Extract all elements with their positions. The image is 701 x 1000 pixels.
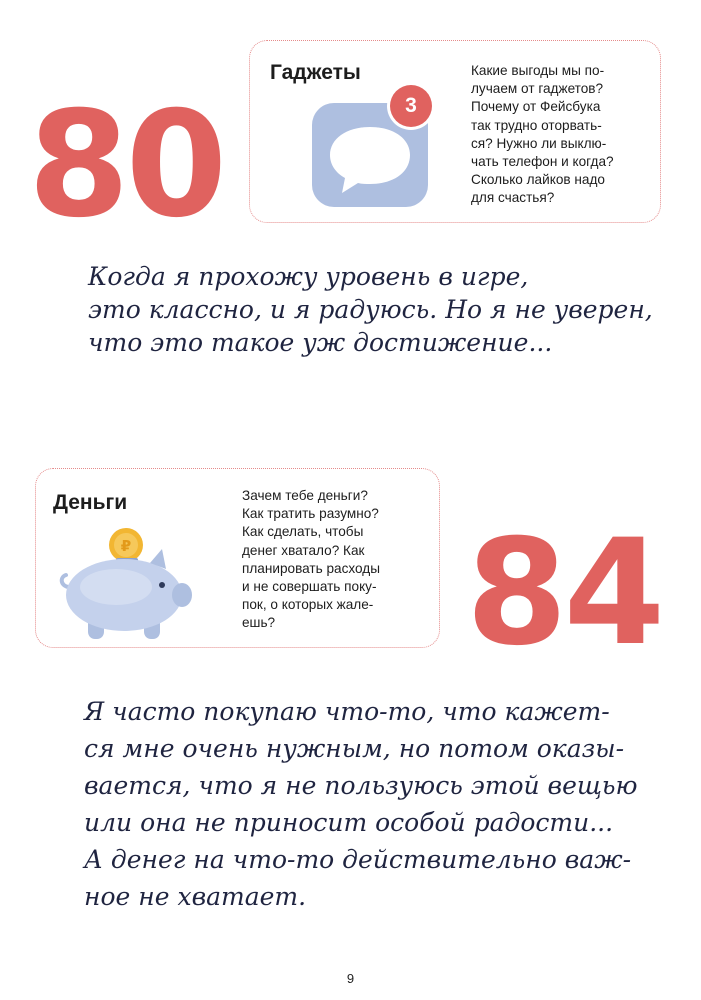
- money-card: [35, 468, 440, 648]
- text-line: лучаем от гаджетов?: [471, 81, 604, 97]
- text-line: для счастья?: [471, 190, 555, 206]
- text-line: Почему от Фейсбука: [471, 99, 601, 115]
- text-line: денег хватало? Как: [242, 542, 365, 558]
- text-line: Сколько лайков надо: [471, 172, 605, 188]
- page-number: 9: [346, 971, 355, 986]
- money-card-title: Деньги: [53, 491, 128, 514]
- handwriting-line: что это такое уж достижение...: [88, 328, 553, 357]
- text-line: ся? Нужно ли выклю-: [471, 135, 607, 151]
- handwriting-line: Я часто покупаю что-то, что кажет-: [84, 697, 610, 726]
- notification-badge: 3: [390, 85, 432, 127]
- gadgets-card-questions: [471, 62, 614, 208]
- text-line: ешь?: [242, 615, 276, 631]
- text-line: так трудно оторвать-: [471, 117, 602, 133]
- gadgets-card: [249, 40, 661, 223]
- text-line: Зачем тебе деньги?: [242, 488, 368, 503]
- handwritten-note-money: [84, 693, 638, 915]
- section-number-84: 84: [466, 508, 662, 678]
- handwriting-line: ное не хватает.: [84, 882, 307, 911]
- money-card-questions: [242, 487, 380, 633]
- gadgets-card-title: Гаджеты: [270, 61, 361, 84]
- svg-text:₽: ₽: [120, 537, 132, 555]
- text-line: Какие выгоды мы по-: [471, 63, 605, 78]
- handwriting-line: это классно, и я радуюсь. Но я не уверен,: [88, 295, 653, 324]
- handwriting-line: ся мне очень нужным, но потом оказы-: [84, 734, 625, 763]
- handwriting-line: или она не приносит особой радости...: [84, 808, 614, 837]
- text-line: Как сделать, чтобы: [242, 524, 364, 540]
- text-line: Как тратить разумно?: [242, 506, 379, 522]
- section-number-80: 80: [28, 80, 224, 250]
- handwritten-note-gadgets: [88, 260, 653, 359]
- piggy-bank-icon: [58, 525, 198, 643]
- text-line: чать телефон и когда?: [471, 154, 614, 170]
- text-line: планировать расходы: [242, 560, 381, 576]
- text-line: пок, о которых жале-: [242, 597, 374, 613]
- handwriting-line: вается, что я не пользуюсь этой вещью: [84, 771, 638, 800]
- handwriting-line: А денег на что-то действительно важ-: [84, 845, 632, 874]
- text-line: и не совершать поку-: [242, 579, 377, 595]
- handwriting-line: Когда я прохожу уровень в игре,: [88, 262, 529, 291]
